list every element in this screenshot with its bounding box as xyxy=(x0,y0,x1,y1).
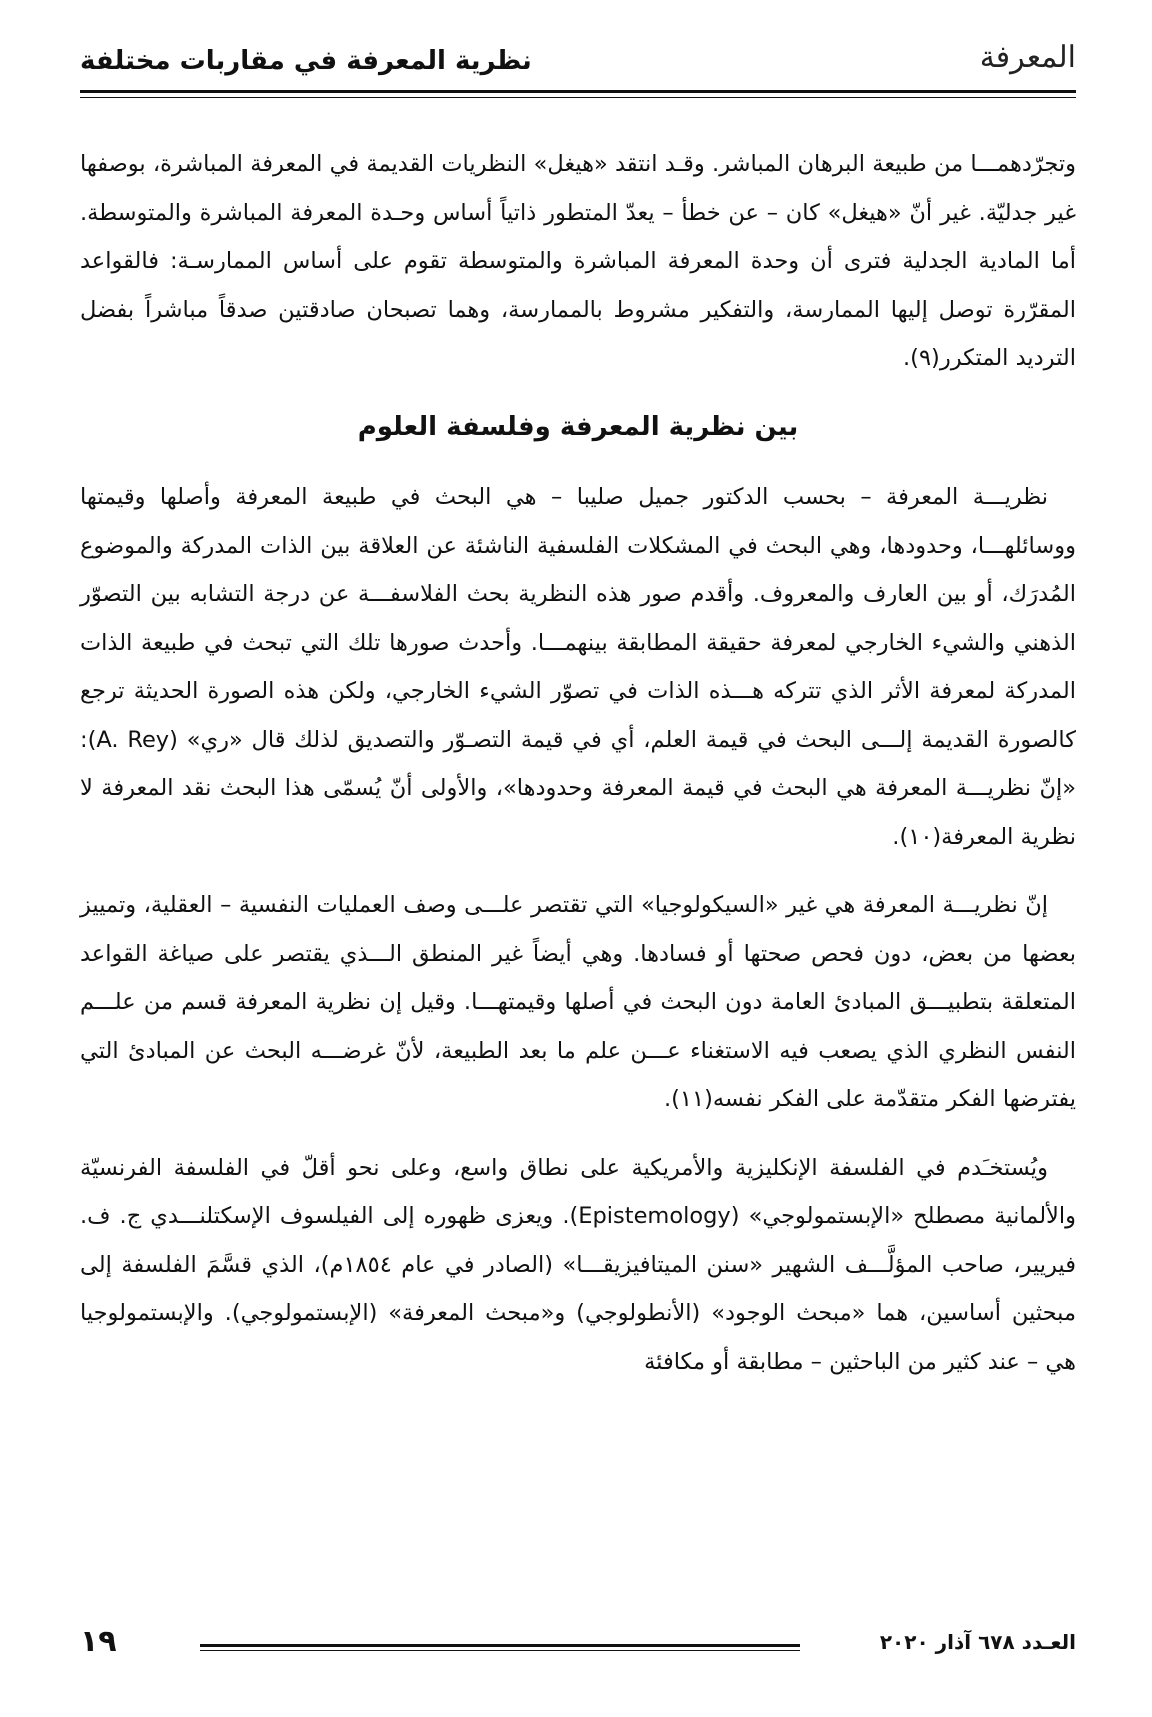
paragraph-4: ويُستخـَدم في الفلسفة الإنكليزية والأمريكية على نطاق واسع، وعلى نحو أقلّ في الفلسفة الفرنسيّة والألمانية مصطلح «الإبستمولوجي» (Epistemology). ويعزى ظهوره إلى الفيلسوف الإسكتلنـــدي ج. ف. فيريير، صاحب المؤلَّـــف الشهير «سنن الميتافيزيقـــا» (الصادر في عام ١٨٥٤م)، الذي قسَّمَ الفلسفة إلى مبحثين أساسين، هما «مبحث الوجود» (الأنطولوجي) و«مبحث المعرفة» (الإبستمولوجي). والإبستمولوجيا هي – عند كثير من الباحثين – مطابقة أو مكافئة xyxy=(80,1154,1076,1375)
header-rule-thick xyxy=(80,90,1076,93)
page-number: ١٩ xyxy=(80,1624,117,1659)
paragraph-1: وتجرّدهمـــا من طبيعة البرهان المباشر. وقـد انتقد «هيغل» النظريات القديمة في المعرفة المباشرة، بوصفها غير جدليّة. غير أنّ «هيغل» كان – عن خطأ – يعدّ المتطور ذاتياً أساس وحـدة المعرفة المباشرة والمتوسطة. أما المادية الجدلية فترى أن وحدة المعرفة المباشرة والمتوسطة تقوم على أساس الممارسـة: فالقواعد المقرّرة توصل إليها الممارسة، والتفكير مشروط بالممارسة، وهما تصبحان صادقتين صدقاً مباشراً بفضل الترديد المتكرر(٩). xyxy=(80,151,1076,371)
footer-rule xyxy=(200,1644,800,1654)
page-footer xyxy=(80,1624,1076,1670)
article-body xyxy=(80,140,1076,1386)
running-title: نظرية المعرفة في مقاربات مختلفة xyxy=(80,46,532,76)
paragraph-2: نظريـــة المعرفة – بحسب الدكتور جميل صليبا – هي البحث في طبيعة المعرفة وأصلها وقيمتها ووسائلهـــا، وحدودها، وهي البحث في المشكلات الفلسفية الناشئة عن العلاقة بين الذات المدركة والموضوع المُدرَك، أو بين العارف والمعروف. وأقدم صور هذه النظرية بحث الفلاسفـــة عن درجة التشابه بين التصوّر الذهني والشيء الخارجي لمعرفة حقيقة المطابقة بينهمـــا. وأحدث صورها تلك التي تبحث في طبيعة الذات المدركة لمعرفة الأثر الذي تتركه هـــذه الذات في تصوّر الشيء الخارجي، ولكن هذه الصورة الحديثة ترجع كالصورة القديمة إلـــى البحث في قيمة العلم، أي في قيمة التصـوّر والتصديق لذلك قال «ري» (A. Rey): «إنّ نظريـــة المعرفة هي البحث في قيمة المعرفة وحدودها»، والأولى أنّ يُسمّى هذا البحث نقد المعرفة لا نظرية المعرفة(١٠). xyxy=(80,484,1076,850)
section-heading: بين نظرية المعرفة وفلسفة العلوم xyxy=(357,411,799,442)
page-header xyxy=(80,40,1076,88)
issue-info: العـدد ٦٧٨ آذار ٢٠٢٠ xyxy=(879,1630,1076,1654)
header-rule-thin xyxy=(80,97,1076,98)
paragraph-3: إنّ نظريـــة المعرفة هي غير «السيكولوجيا» التي تقتصر علـــى وصف العمليات النفسية – العقلية، وتمييز بعضها من بعض، دون فحص صحتها أو فسادها. وهي أيضاً غير المنطق الـــذي يقتصر على صياغة القواعد المتعلقة بتطبيـــق المبادئ العامة دون البحث في أصلها وقيمتهـــا. وقيل إن نظرية المعرفة قسم من علـــم النفس النظري الذي يصعب فيه الاستغناء عـــن علم ما بعد الطبيعة، لأنّ غرضـــه البحث عن المبادئ التي يفترضها الفكر متقدّمة على الفكر نفسه(١١). xyxy=(80,892,1076,1112)
journal-logo: المعرفة xyxy=(979,40,1076,75)
